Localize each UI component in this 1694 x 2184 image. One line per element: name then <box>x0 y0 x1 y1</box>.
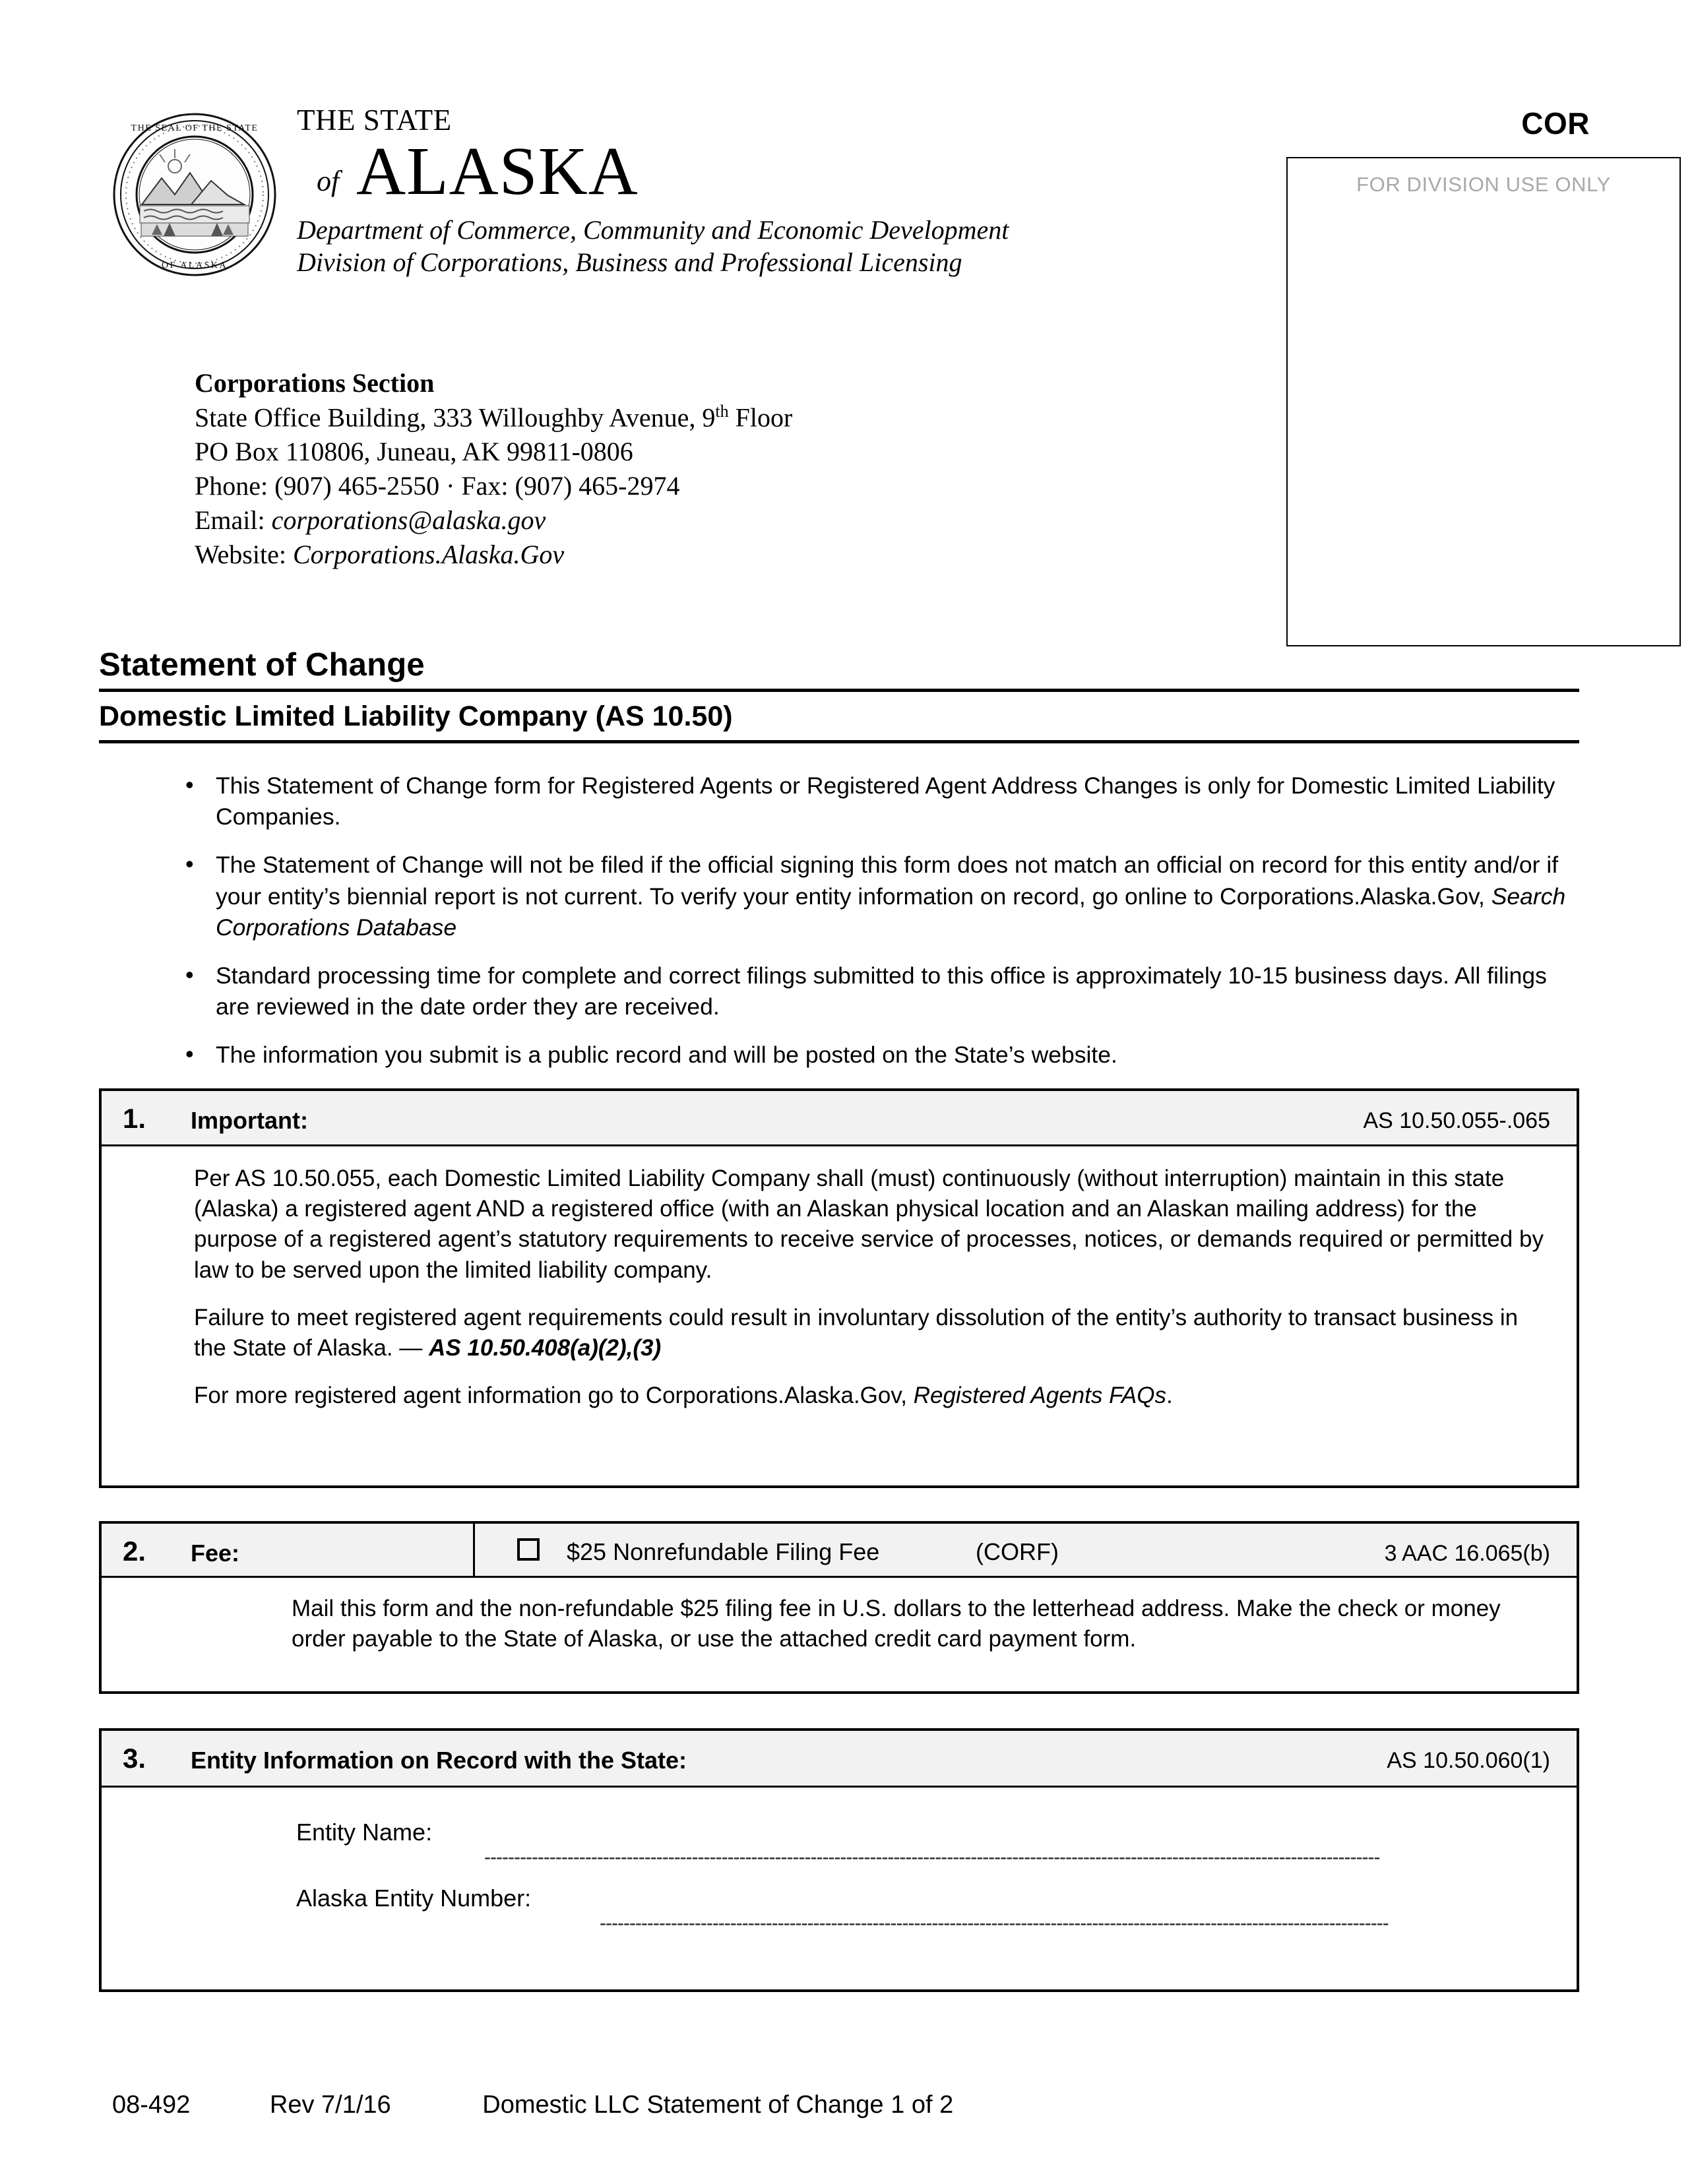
footer-page-text: Domestic LLC Statement of Change 1 of 2 <box>482 2091 954 2119</box>
fee-checkbox[interactable] <box>517 1538 540 1561</box>
department-line: Department of Commerce, Community and Economic Development <box>297 215 1009 245</box>
section-1-citation: AS 10.50.055-.065 <box>1363 1108 1550 1133</box>
section-fee <box>99 1521 1579 1694</box>
alaska-entity-number-label: Alaska Entity Number: <box>296 1885 532 1912</box>
email-value: corporations@alaska.gov <box>271 505 546 536</box>
of-word: of <box>317 165 340 197</box>
fee-amount-label: $25 Nonrefundable Filing Fee <box>567 1538 880 1565</box>
instructions-list <box>181 770 1573 1088</box>
title-divider-bottom <box>99 740 1579 743</box>
alaska-wordmark: ALASKA <box>356 133 639 209</box>
street-ordinal: th <box>715 402 729 421</box>
entity-name-label: Entity Name: <box>296 1819 433 1846</box>
section-2-citation: 3 AAC 16.065(b) <box>1384 1541 1550 1566</box>
corporations-section-address <box>195 366 792 572</box>
section-3-number: 3. <box>123 1743 146 1774</box>
section-entity-information <box>99 1728 1579 1992</box>
section-1-paragraph-1: Per AS 10.50.055, each Domestic Limited Liability Company shall (must) continuously (without interruption) maintain in this state (Alaska) a registered agent AND a registered office (with an Alaskan physical location and an Alaskan mailing address) for the purpose of a registered agent’s statutory requirements to receive service of processes, notices, or demands required or permitted by law to be served upon the limited liability company. <box>194 1166 1544 1283</box>
division-line: Division of Corporations, Business and Professional Licensing <box>297 247 962 277</box>
address-po-box: PO Box 110806, Juneau, AK 99811-0806 <box>195 437 633 467</box>
address-street: State Office Building, 333 Willoughby Avenue, 9th Floor <box>195 402 793 433</box>
division-use-only-label: FOR DIVISION USE ONLY <box>1356 173 1611 196</box>
section-2-number: 2. <box>123 1536 146 1567</box>
address-phone-fax: Phone: (907) 465-2550 · Fax: (907) 465-2974 <box>195 471 680 501</box>
svg-text:OF ALASKA: OF ALASKA <box>162 261 228 270</box>
list-item: • This Statement of Change form for Registered Agents or Registered Agent Address Changes is only for Domestic Limited Liability Companies. <box>181 770 1573 832</box>
search-corporations-database-text: Search Corporations Database <box>216 883 1566 941</box>
alaska-entity-number-input[interactable]: ------------------------------------------------------------------------------------------------------------------------------------- <box>600 1912 1389 1934</box>
fee-code-label: (CORF) <box>976 1538 1059 1565</box>
section-1-paragraph-3: For more registered agent information go to Corporations.Alaska.Gov, Registered Agents FAQs. <box>194 1383 1173 1409</box>
state-heading <box>297 106 1253 279</box>
section-1-paragraph-2: Failure to meet registered agent requirements could result in involuntary dissolution of the entity’s authority to transact business in the State of Alaska. — AS 10.50.408(a)(2),(3) <box>194 1304 1519 1361</box>
section-3-header <box>102 1731 1577 1788</box>
entity-number-row <box>296 1883 1550 1949</box>
svg-text:THE SEAL OF THE STATE: THE SEAL OF THE STATE <box>131 123 259 133</box>
section-1-number: 1. <box>123 1103 146 1134</box>
section-3-citation: AS 10.50.060(1) <box>1387 1748 1550 1773</box>
section-1-body <box>102 1146 1577 1429</box>
fee-header-divider <box>473 1524 475 1576</box>
section-important <box>99 1088 1579 1488</box>
section-3-body <box>102 1788 1577 1949</box>
website-value: Corporations.Alaska.Gov <box>292 540 565 570</box>
division-use-only-box <box>1286 157 1681 646</box>
address-email: Email: corporations@alaska.gov <box>195 505 546 536</box>
page-footer <box>112 2091 953 2119</box>
cor-label: COR <box>1521 106 1590 140</box>
section-3-title: Entity Information on Record with the State: <box>191 1747 687 1774</box>
section-1-header <box>102 1091 1577 1146</box>
address-website: Website: Corporations.Alaska.Gov <box>195 540 565 570</box>
the-state-line: THE STATE <box>297 104 452 137</box>
state-seal-icon <box>112 112 277 277</box>
letterhead <box>99 99 1611 317</box>
list-item: • Standard processing time for complete and correct filings submitted to this office is approximately 10-15 business days. All filings are reviewed in the date order they are received. <box>181 960 1573 1022</box>
entity-name-row <box>296 1817 1550 1883</box>
section-2-title: Fee: <box>191 1540 240 1567</box>
address-section-name: Corporations Section <box>195 368 435 398</box>
footer-revision: Rev 7/1/16 <box>269 2091 391 2119</box>
section-1-title: Important: <box>191 1107 308 1134</box>
section-2-header <box>102 1524 1577 1578</box>
entity-name-input[interactable]: ------------------------------------------------------------------------------------------------------------------------------------------------------- <box>484 1846 1380 1868</box>
registered-agents-faqs-text: Registered Agents FAQs <box>913 1383 1166 1409</box>
section-1-statute-reference: AS 10.50.408(a)(2),(3) <box>429 1334 662 1361</box>
section-2-body <box>102 1578 1577 1670</box>
page-subtitle: Domestic Limited Liability Company (AS 10.50) <box>99 701 733 732</box>
list-item: • The Statement of Change will not be filed if the official signing this form does not match an official on record for this entity and/or if your entity’s biennial report is not current. To verify your entity information on record, go online to Corporations.Alaska.Gov, Search Corporations Database <box>181 850 1573 943</box>
title-divider-top <box>99 689 1579 692</box>
list-item: • The information you submit is a public record and will be posted on the State’s website. <box>181 1040 1573 1071</box>
footer-form-number: 08-492 <box>112 2091 191 2119</box>
section-2-paragraph: Mail this form and the non-refundable $25 filing fee in U.S. dollars to the letterhead address. Make the check or money order payable to the State of Alaska, or use the attached credit card payment form. <box>292 1596 1501 1652</box>
page-title: Statement of Change <box>99 647 425 683</box>
